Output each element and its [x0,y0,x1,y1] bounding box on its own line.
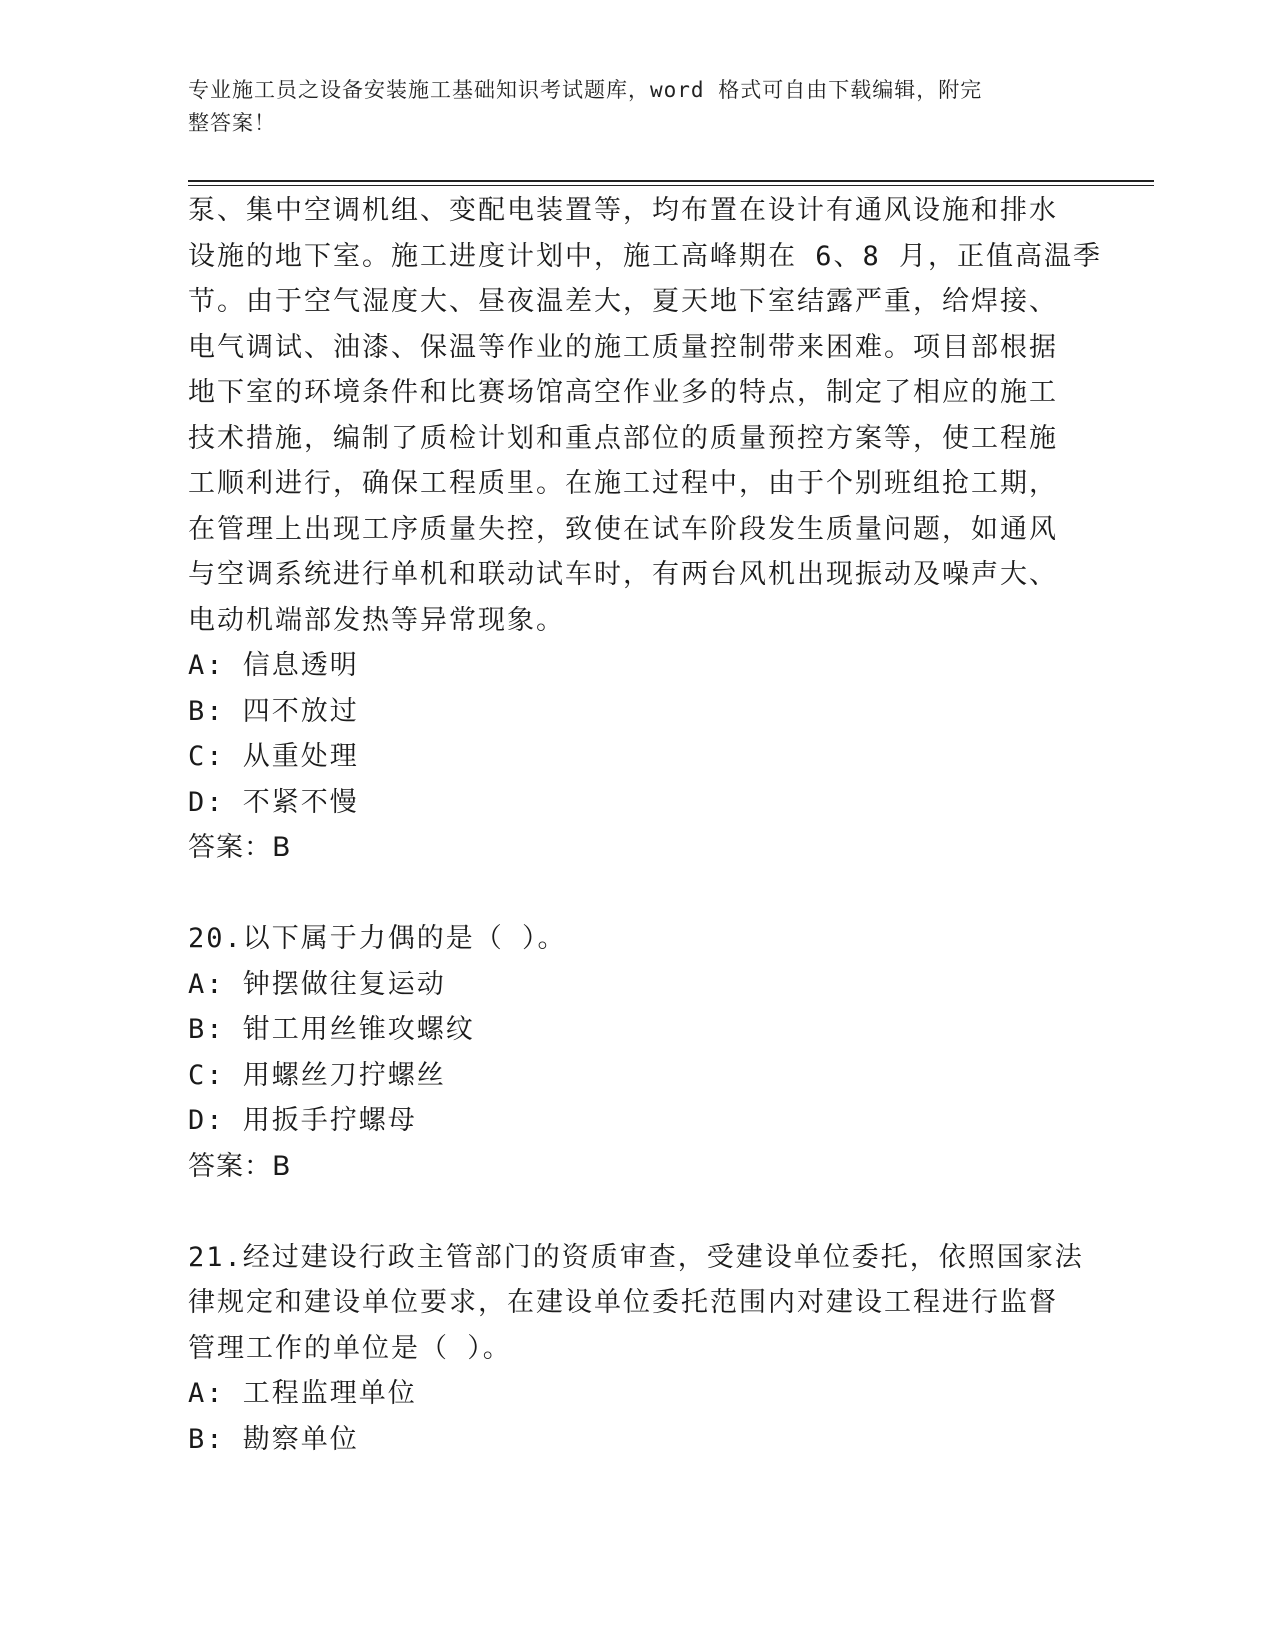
answer-line: 答案：B [188,832,292,863]
option-b: B: 钳工用丝锥攻螺纹 [188,1014,475,1045]
option-d: D: 不紧不慢 [188,786,359,818]
question-stem-line: 地下室的环境条件和比赛场馆高空作业多的特点，制定了相应的施工 [188,377,1058,408]
option-a: A: 信息透明 [188,650,359,681]
question-stem-line: 律规定和建设单位要求，在建设单位委托范围内对建设工程进行监督 [188,1287,1058,1318]
question-stem-line: 泵、集中空调机组、变配电装置等，均布置在设计有通风设施和排水 [188,195,1058,226]
header-rule-thin [188,185,1154,186]
question-19 [188,188,1103,871]
option-d: D: 用扳手拧螺母 [188,1105,417,1136]
spacer [188,871,1088,917]
document-header [188,74,1068,140]
question-stem-line: 设施的地下室。施工进度计划中，施工高峰期在 6、8 月，正值高温季 [188,240,1103,272]
question-20 [188,916,1088,1189]
option-a: A: 钟摆做往复运动 [188,968,446,1000]
header-line-1: 专业施工员之设备安装施工基础知识考试题库，word 格式可自由下载编辑，附完 [188,78,983,102]
question-stem-line: 20.以下属于力偶的是（ ）。 [188,923,567,954]
option-c: C: 用螺丝刀拧螺丝 [188,1059,446,1091]
option-a: A: 工程监理单位 [188,1378,417,1409]
question-stem-line: 21.经过建设行政主管部门的资质审查，受建设单位委托，依照国家法 [188,1241,1084,1273]
question-stem-line: 工顺利进行，确保工程质里。在施工过程中，由于个别班组抢工期， [188,468,1058,499]
question-21 [188,1235,1088,1463]
option-b: B: 勘察单位 [188,1423,359,1455]
option-c: C: 从重处理 [188,741,359,772]
document-body [188,188,1103,1462]
question-stem-line: 电动机端部发热等异常现象。 [188,604,565,636]
option-b: B: 四不放过 [188,695,359,727]
question-stem-line: 管理工作的单位是（ ）。 [188,1332,512,1364]
question-stem-line: 电气调试、油漆、保温等作业的施工质量控制带来困难。项目部根据 [188,331,1058,363]
spacer [188,1189,1088,1235]
question-stem-line: 技术措施，编制了质检计划和重点部位的质量预控方案等，使工程施 [188,422,1058,454]
answer-line: 答案：B [188,1150,292,1182]
header-rule-thick [188,180,1154,182]
header-line-2: 整答案！ [188,111,276,135]
question-stem-line: 在管理上出现工序质量失控，致使在试车阶段发生质量问题，如通风 [188,513,1058,545]
question-stem-line: 与空调系统进行单机和联动试车时，有两台风机出现振动及噪声大、 [188,559,1058,590]
question-stem-line: 节。由于空气湿度大、昼夜温差大，夏天地下室结露严重，给焊接、 [188,286,1058,317]
